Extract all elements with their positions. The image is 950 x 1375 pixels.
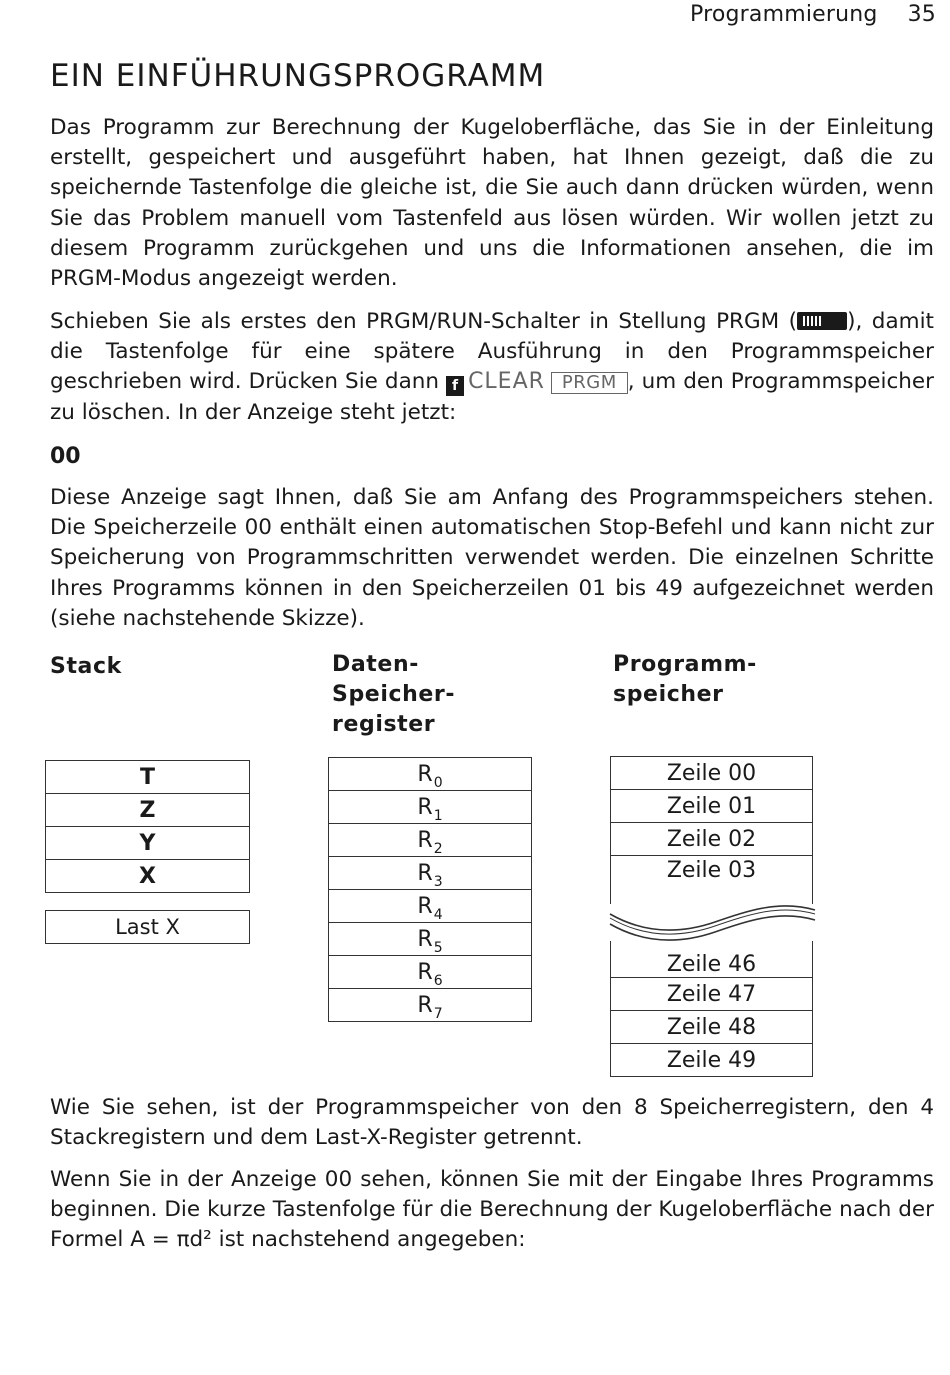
program-memory-heading (613, 650, 757, 710)
program-line-cell: Zeile 46 (611, 941, 813, 978)
page-number: 35 (907, 2, 936, 27)
program-line-cell: Zeile 02 (611, 823, 813, 856)
data-heading-line: Speicher- (332, 682, 456, 707)
table-row (611, 1011, 813, 1044)
table-row (329, 923, 532, 956)
table-row (329, 857, 532, 890)
register-index: 1 (433, 807, 443, 824)
f-key-icon: f (446, 376, 464, 396)
data-register-cell (329, 857, 532, 890)
separation-paragraph: Wie Sie sehen, ist der Programmspeicher von den 8 Speicherregistern, den 4 Stackregistern und dem Last-X-Register getrennt. (50, 1095, 934, 1151)
register-index: 3 (433, 873, 443, 890)
stack-heading: Stack (50, 654, 122, 679)
switch-instruction-paragraph (50, 307, 934, 428)
clear-key-label: CLEAR (468, 369, 545, 395)
table-row (611, 978, 813, 1011)
data-register-cell (329, 989, 532, 1022)
stack-register-table (45, 760, 250, 893)
prog-heading-line: speicher (613, 682, 724, 707)
table-row (329, 758, 532, 791)
data-heading-line: register (332, 712, 436, 737)
table-row (611, 941, 813, 978)
data-register-heading (332, 650, 455, 740)
register-index: 4 (433, 906, 443, 923)
stack-cell: X (46, 860, 250, 893)
paragraph2-part3: , um den Programmspeicher zu löschen. In der Anzeige steht jetzt: (50, 369, 934, 425)
table-row (611, 790, 813, 823)
stack-cell: Y (46, 827, 250, 860)
register-base: R (417, 893, 433, 919)
register-base: R (417, 761, 433, 787)
paragraph2-part2: ), damit die Tastenfolge für eine spätere Ausführung in den Programmspeicher geschrieben wird. Drücken Sie dann (50, 309, 934, 395)
register-base: R (417, 794, 433, 820)
program-line-cell: Zeile 01 (611, 790, 813, 823)
data-register-cell (329, 791, 532, 824)
table-row (329, 989, 532, 1022)
data-register-cell (329, 758, 532, 791)
stack-cell: Z (46, 794, 250, 827)
prog-heading-line: Programm- (613, 652, 757, 677)
last-x-register: Last X (45, 910, 250, 944)
section-name: Programmierung (689, 2, 878, 27)
data-register-table (328, 757, 532, 1022)
program-memory-top-table (610, 756, 813, 904)
stack-cell: T (46, 761, 250, 794)
table-row (329, 890, 532, 923)
intro-paragraph: Das Programm zur Berechnung der Kugeloberfläche, das Sie in der Einleitung erstellt, gespeichert und ausgeführt haben, hat Ihnen gezeigt, daß die zu speichernde Tastenfolge die gleiche ist, die Sie auch dann drücken würden, wenn Sie das Problem manuell vom Tastenfeld aus lösen würden. Wir wollen jetzt zu diesem Programm zurückgehen und uns die Informationen ansehen, die im PRGM-Modus angezeigt werden. (50, 115, 934, 292)
table-row (329, 791, 532, 824)
register-base: R (417, 860, 433, 886)
paragraph2-part1: Schieben Sie als erstes den PRGM/RUN-Schalter in Stellung PRGM ( (50, 309, 798, 334)
register-index: 0 (433, 774, 443, 791)
program-line-cell: Zeile 48 (611, 1011, 813, 1044)
table-row (329, 956, 532, 989)
register-index: 7 (433, 1005, 443, 1022)
register-index: 5 (433, 939, 443, 956)
prgm-switch-icon (797, 312, 847, 330)
data-register-cell (329, 824, 532, 857)
table-row (611, 757, 813, 790)
program-line-cell: Zeile 03 (611, 856, 813, 905)
table-row (329, 824, 532, 857)
display-explanation-paragraph: Diese Anzeige sagt Ihnen, daß Sie am Anfang des Programmspeichers stehen. Die Speicherzeile 00 enthält einen automatischen Stop-Befehl und kann nicht zur Speicherung von Programmschritten verwendet werden. Die einzelnen Schritte Ihres Programms können in den Speicherzeilen 01 bis 49 aufgezeichnet werden (siehe nachstehende Skizze). (50, 485, 934, 631)
table-row (46, 761, 250, 794)
data-register-cell (329, 890, 532, 923)
register-base: R (417, 992, 433, 1018)
table-row (46, 794, 250, 827)
register-base: R (417, 827, 433, 853)
register-index: 6 (433, 972, 443, 989)
display-readout: 00 (50, 444, 81, 469)
table-row (611, 1044, 813, 1077)
data-register-cell (329, 956, 532, 989)
table-row (611, 823, 813, 856)
page-title: EIN EINFÜHRUNGSPROGRAMM (50, 58, 546, 94)
register-index: 2 (433, 840, 443, 857)
register-base: R (417, 926, 433, 952)
table-row (46, 860, 250, 893)
table-row (46, 827, 250, 860)
program-memory-bottom-table (610, 941, 813, 1077)
data-heading-line: Daten- (332, 652, 419, 677)
running-header (690, 2, 936, 27)
program-line-cell: Zeile 00 (611, 757, 813, 790)
program-line-cell: Zeile 49 (611, 1044, 813, 1077)
formula-paragraph: Wenn Sie in der Anzeige 00 sehen, können Sie mit der Eingabe Ihres Programms beginnen. Die kurze Tastenfolge für die Berechnung der Kugeloberfläche nach der Formel A = πd² ist nachstehend angegeben: (50, 1167, 934, 1253)
data-register-cell (329, 923, 532, 956)
prgm-key-label: PRGM (551, 372, 628, 394)
program-line-cell: Zeile 47 (611, 978, 813, 1011)
memory-break-icon (605, 888, 820, 948)
register-base: R (417, 959, 433, 985)
